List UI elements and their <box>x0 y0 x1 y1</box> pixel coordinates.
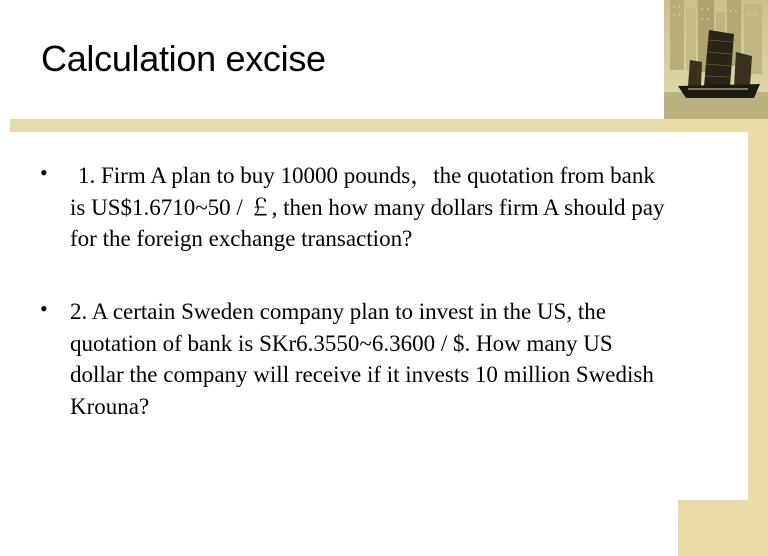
bottom-right-accent-block <box>678 500 768 556</box>
bullet-marker: • <box>40 296 48 321</box>
question-2-text <box>70 296 740 422</box>
bullet-marker: • <box>40 160 48 185</box>
junk-boat-photo-icon <box>664 0 768 119</box>
question-1-line-2: is US$1.6710~50 / ￡, then how many dollars firm A should pay <box>70 194 665 220</box>
question-2-line-4: Krouna? <box>70 393 150 419</box>
question-1-line-1: 1. Firm A plan to buy 10000 pounds，the quotation from bank <box>78 163 655 188</box>
right-accent-strip <box>748 119 768 556</box>
slide-title: Calculation excise <box>41 38 326 79</box>
question-1-text <box>70 160 740 255</box>
question-1-line-3: for the foreign exchange transaction? <box>70 226 413 251</box>
question-2-line-1: 2. A certain Sweden company plan to invest in the US, the <box>70 299 606 324</box>
question-2-line-3: dollar the company will receive if it invests 10 million Swedish <box>70 362 654 387</box>
top-accent-band <box>10 119 768 132</box>
question-2-line-2: quotation of bank is SKr6.3550~6.3600 / $. How many US <box>70 330 613 356</box>
